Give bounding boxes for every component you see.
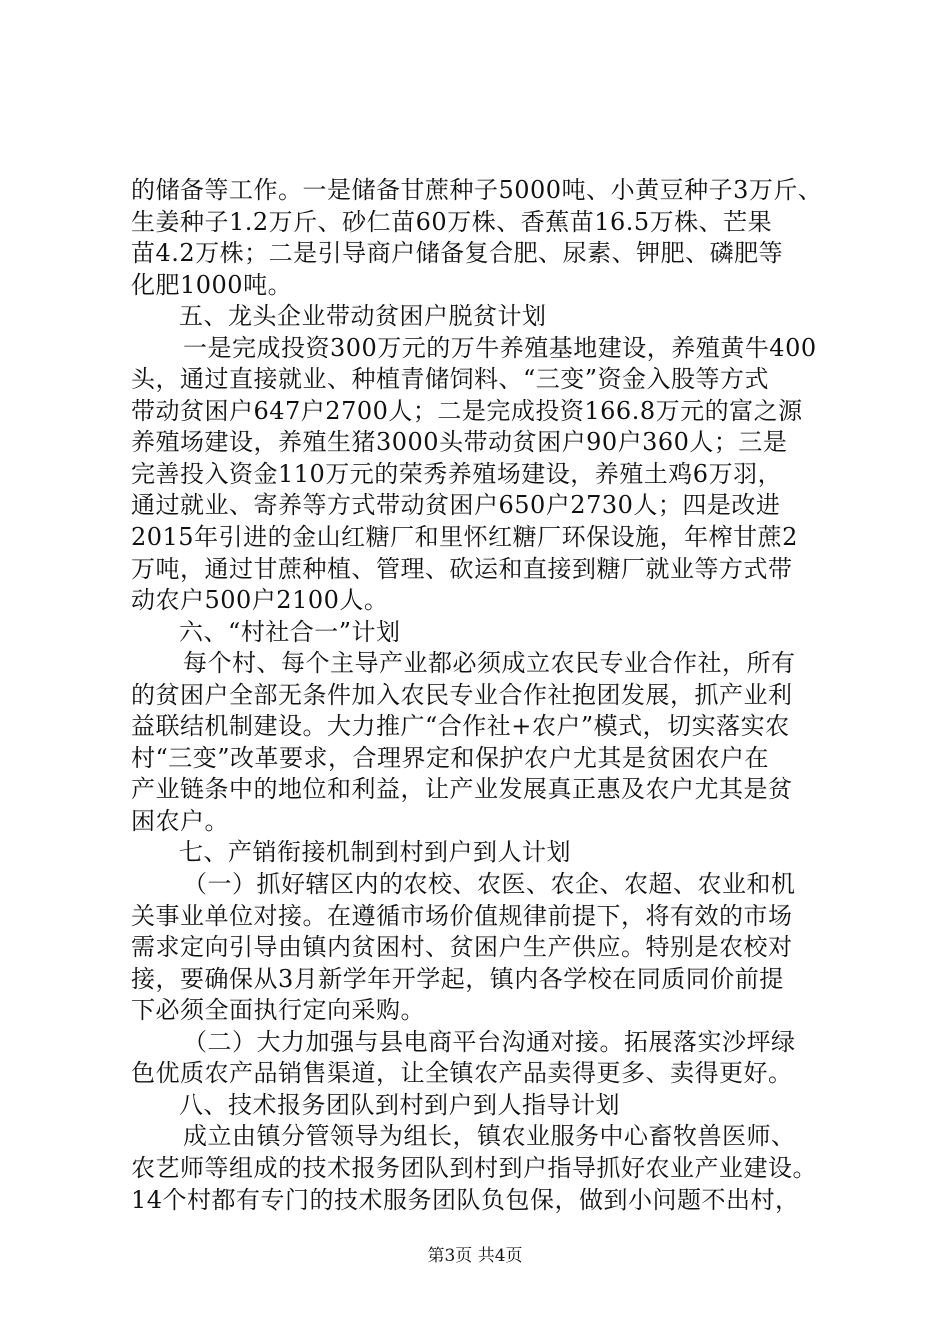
text-line: 2015年引进的金山红糖厂和里怀红糖厂环保设施，年榨甘蔗2 (131, 523, 798, 552)
section-heading-6: 六、“村社合一”计划 (179, 617, 401, 646)
text-line: 的贫困户全部无条件加入农民专业合作社抱团发展，抓产业利 (131, 680, 793, 709)
section-heading-7: 七、产销衔接机制到村到户到人计划 (179, 838, 571, 867)
text-line: 色优质农产品销售渠道，让全镇农产品卖得更多、卖得更好。 (131, 1059, 793, 1088)
text-line: 关事业单位对接。在遵循市场价值规律前提下，将有效的市场 (131, 901, 793, 930)
text-line: 每个村、每个主导产业都必须成立农民专业合作社，所有 (183, 649, 796, 678)
text-line: 困农户。 (131, 806, 229, 835)
text-line: 下必须全面执行定向采购。 (131, 996, 425, 1025)
text-line: 一是完成投资300万元的万牛养殖基地建设，养殖黄牛400 (183, 333, 817, 362)
text-line: 万吨，通过甘蔗种植、管理、砍运和直接到糖厂就业等方式带 (131, 554, 793, 583)
text-line: 的储备等工作。一是储备甘蔗种子5000吨、小黄豆种子3万斤、 (131, 176, 823, 204)
text-line: 益联结机制建设。大力推广“合作社+农户”模式，切实落实农 (131, 712, 790, 741)
text-line: 村“三变”改革要求，合理界定和保护农户尤其是贫困农户在 (131, 743, 770, 772)
section-heading-8: 八、技术报务团队到村到户到人指导计划 (179, 1090, 620, 1119)
text-line: 产业链条中的地位和利益，让产业发展真正惠及农户尤其是贫 (131, 775, 793, 804)
text-line: （一）抓好辖区内的农校、农医、农企、农超、农业和机 (183, 870, 796, 899)
text-line: 生姜种子1.2万斤、砂仁苗60万株、香蕉苗16.5万株、芒果 (131, 207, 773, 236)
text-line: 苗4.2万株；二是引导商户储备复合肥、尿素、钾肥、磷肥等 (131, 239, 784, 268)
text-line: 带动贫困户647户2700人；二是完成投资166.8万元的富之源 (131, 396, 803, 425)
text-line: 14个村都有专门的技术服务团队负包保，做到小问题不出村， (131, 1185, 800, 1214)
text-line: （二）大力加强与县电商平台沟通对接。拓展落实沙坪绿 (183, 1027, 796, 1056)
text-line: 养殖场建设，养殖生猪3000头带动贫困户90户360人；三是 (131, 428, 788, 457)
section-heading-5: 五、龙头企业带动贫困户脱贫计划 (179, 302, 547, 331)
text-line: 需求定向引导由镇内贫困村、贫困户生产供应。特别是农校对 (131, 933, 793, 962)
text-line: 通过就业、寄养等方式带动贫困户650户2730人；四是改进 (131, 491, 781, 520)
page-number-footer: 第3页 共4页 (427, 1246, 523, 1266)
document-body (131, 175, 831, 1216)
text-line: 头，通过直接就业、种植青储饲料、“三变”资金入股等方式 (131, 365, 770, 394)
text-line: 农艺师等组成的技术报务团队到村到户指导抓好农业产业建设。 (131, 1153, 817, 1182)
text-line: 成立由镇分管领导为组长，镇农业服务中心畜牧兽医师、 (183, 1122, 796, 1151)
text-line: 化肥1000吨。 (131, 270, 293, 299)
text-line: 动农户500户2100人。 (131, 586, 389, 615)
text-line: 完善投入资金110万元的荣秀养殖场建设，养殖土鸡6万羽， (131, 459, 783, 488)
text-line: 接，要确保从3月新学年开学起，镇内各学校在同质同价前提 (131, 964, 784, 993)
